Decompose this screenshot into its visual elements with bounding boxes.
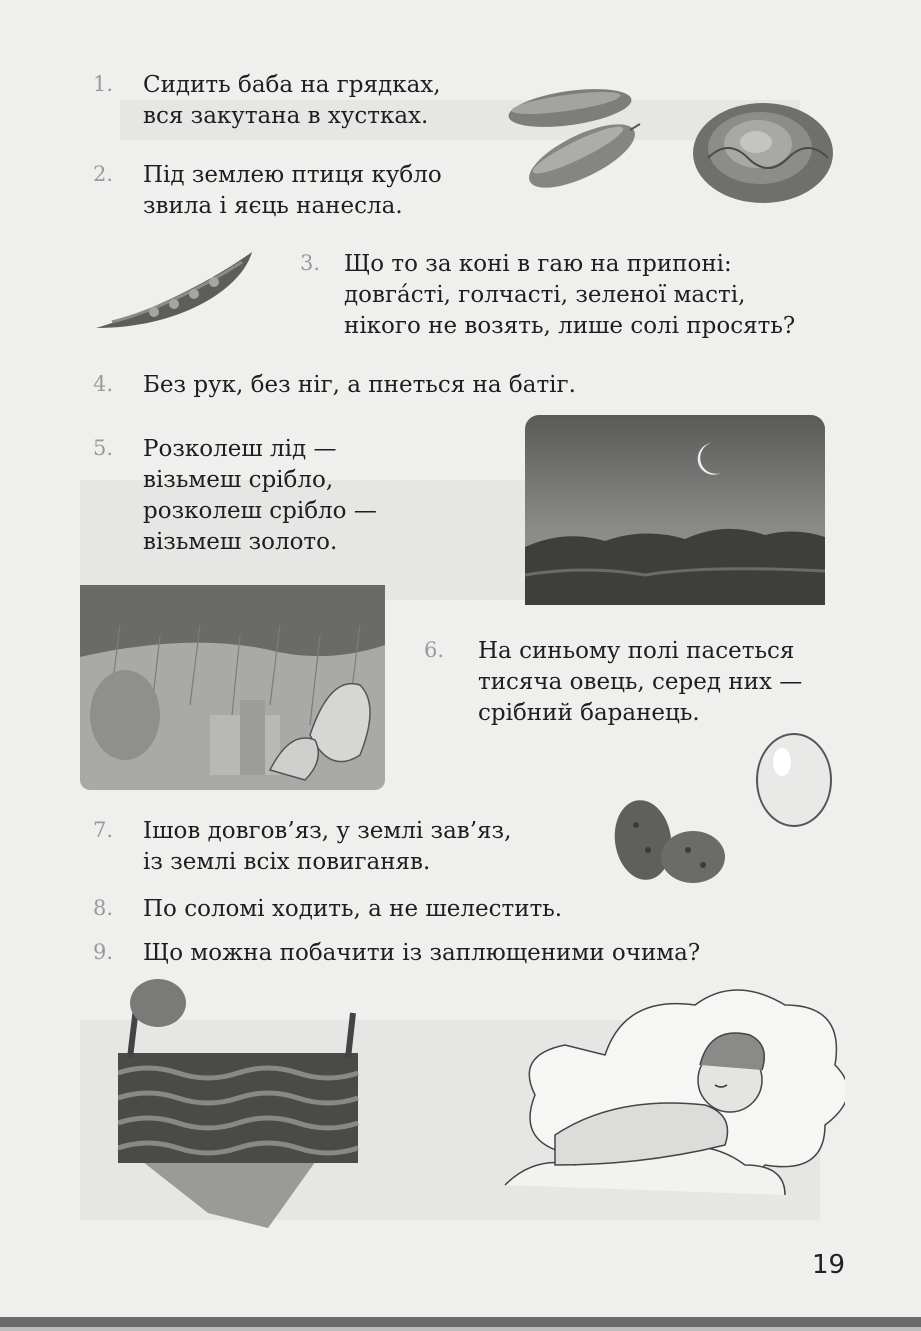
riddle-number: 1. [93,72,114,96]
page-number: 19 [812,1250,846,1280]
riddle-line: візьмеш срібло, [143,467,334,493]
sleeping-girl-illustration [485,985,845,1230]
cabbage-illustration [688,98,838,208]
riddle-5 [143,434,377,558]
riddle-number: 2. [93,162,114,186]
riddle-8 [143,894,562,925]
page-bottom-edge-shadow [0,1327,921,1331]
egg-illustration [752,730,837,830]
riddle-line: Ішов довгов’яз, у землі зав’яз, [143,818,512,844]
riddle-line: Під землею птиця кубло [143,162,442,188]
riddle-line: звила і яєць нанесла. [143,193,403,219]
riddle-number: 5. [93,436,114,460]
riddle-line: нікого не возять, лише солі просять? [344,313,796,339]
riddle-line: Розколеш лід — [143,436,337,462]
riddle-2 [143,160,442,222]
pea-pod-illustration [92,248,262,338]
riddle-line: Сидить баба на грядках, [143,72,441,98]
night-sky-illustration [525,415,825,605]
page-bottom-edge [0,1317,921,1327]
riddle-1 [143,70,441,132]
riddle-number: 9. [93,940,114,964]
riddle-line: візьмеш золото. [143,529,338,555]
riddle-number: 6. [424,638,445,662]
riddle-line: довга́сті, голчасті, зеленої масті, [344,282,746,308]
riddle-line: Що можна побачити із заплющеними очима? [143,940,701,966]
riddle-line: срібний баранець. [478,700,700,726]
rain-village-illustration [80,585,385,790]
riddle-line: На синьому полі пасеться [478,638,795,664]
riddle-9 [143,938,700,969]
riddle-line: По соломі ходить, а не шелестить. [143,896,563,922]
riddle-line: Без рук, без ніг, а пнеться на батіг. [143,372,576,398]
riddle-6 [478,636,802,729]
riddle-number: 7. [93,818,114,842]
riddle-line: тисяча овець, серед них — [478,669,803,695]
cucumbers-illustration [500,78,650,193]
riddle-4 [143,370,576,401]
riddle-number: 3. [300,251,321,275]
riddle-line: із землі всіх повиганяв. [143,849,431,875]
fence-illustration [118,978,368,1233]
riddle-line: розколеш срібло — [143,498,377,524]
riddle-line: Що то за коні в гаю на припоні: [344,251,732,277]
riddle-number: 4. [93,372,114,396]
riddle-7 [143,816,511,878]
riddle-number: 8. [93,896,114,920]
riddle-line: вся закутана в хустках. [143,103,429,129]
riddle-3 [344,249,795,342]
potatoes-illustration [608,795,733,890]
